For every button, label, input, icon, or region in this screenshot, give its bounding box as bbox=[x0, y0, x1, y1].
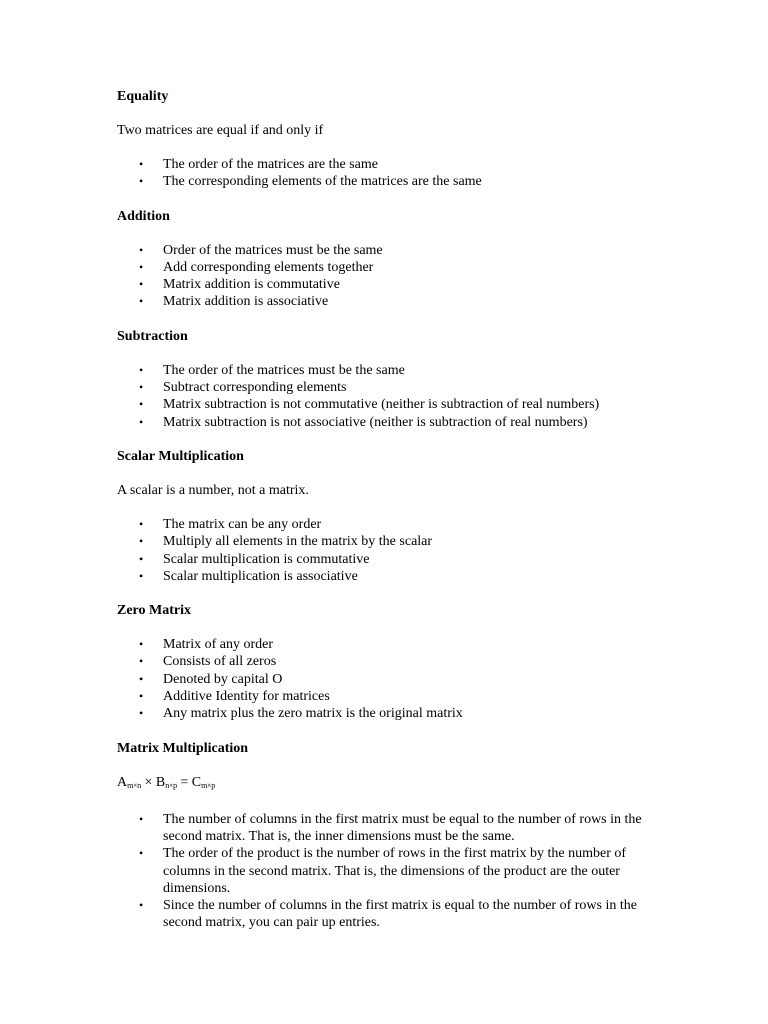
section-matrix-multiplication bbox=[117, 740, 677, 932]
section-heading: Equality bbox=[117, 89, 169, 104]
list-item: • Additive Identity for matrices bbox=[139, 689, 330, 705]
bullet-icon: • bbox=[139, 294, 144, 309]
bullet-list bbox=[117, 242, 677, 311]
section-equality bbox=[117, 88, 677, 191]
bullet-icon: • bbox=[139, 637, 144, 652]
bullet-list bbox=[117, 156, 677, 191]
bullet-icon: • bbox=[139, 689, 144, 704]
list-item: • The order of the matrices must be the same bbox=[139, 362, 405, 378]
list-item: • The number of columns in the first matrix must be equal to the number of rows in the second matrix. That is, the inner dimensions must be the same. bbox=[139, 811, 642, 844]
section-subtraction bbox=[117, 328, 677, 431]
bullet-icon: • bbox=[139, 671, 144, 686]
list-item: • The matrix can be any order bbox=[139, 516, 322, 532]
section-zero-matrix bbox=[117, 602, 677, 722]
section-heading: Matrix Multiplication bbox=[117, 740, 249, 756]
section-heading: Zero Matrix bbox=[117, 603, 191, 619]
bullet-icon: • bbox=[139, 534, 144, 549]
list-item: • Consists of all zeros bbox=[139, 654, 277, 670]
bullet-icon: • bbox=[139, 811, 144, 826]
list-item: • Any matrix plus the zero matrix is the original matrix bbox=[139, 706, 463, 722]
list-item: • Order of the matrices must be the same bbox=[139, 242, 383, 258]
list-item: • Multiply all elements in the matrix by the scalar bbox=[139, 534, 433, 550]
bullet-icon: • bbox=[139, 259, 144, 274]
bullet-icon: • bbox=[139, 277, 144, 292]
bullet-icon: • bbox=[139, 898, 144, 913]
section-heading: Addition bbox=[117, 208, 170, 224]
list-item: • Denoted by capital O bbox=[139, 671, 283, 687]
bullet-list bbox=[117, 811, 677, 932]
section-heading: Subtraction bbox=[117, 328, 188, 344]
list-item: • Subtract corresponding elements bbox=[139, 380, 347, 396]
section-intro: A scalar is a number, not a matrix. bbox=[117, 482, 309, 498]
list-item: • Matrix subtraction is not associative (neither is subtraction of real numbers) bbox=[139, 414, 588, 430]
bullet-icon: • bbox=[139, 397, 144, 412]
bullet-list bbox=[117, 636, 677, 722]
list-item: • The order of the product is the number of rows in the first matrix by the number of columns in the second matrix. That is, the dimensions of the product are the outer dimensions. bbox=[139, 846, 627, 896]
bullet-icon: • bbox=[139, 174, 144, 189]
list-item: • Add corresponding elements together bbox=[139, 259, 374, 275]
bullet-icon: • bbox=[139, 568, 144, 583]
bullet-icon: • bbox=[139, 414, 144, 429]
document-content bbox=[117, 88, 677, 932]
list-item: • Matrix addition is commutative bbox=[139, 277, 340, 293]
list-item: • The corresponding elements of the matrices are the same bbox=[139, 174, 482, 190]
section-heading: Scalar Multiplication bbox=[117, 448, 244, 464]
multiplication-formula: $A_{m\times n} \times B_{n\times p} = C_{m\times p}$ bbox=[117, 774, 215, 790]
bullet-icon: • bbox=[139, 654, 144, 669]
list-item: • Scalar multiplication is associative bbox=[139, 568, 358, 584]
bullet-icon: • bbox=[139, 157, 144, 171]
list-item: • Matrix subtraction is not commutative (neither is subtraction of real numbers) bbox=[139, 397, 600, 413]
bullet-icon: • bbox=[139, 551, 144, 566]
bullet-icon: • bbox=[139, 362, 144, 377]
list-item: • The order of the matrices are the same bbox=[139, 157, 378, 172]
bullet-icon: • bbox=[139, 846, 144, 861]
list-item: • Scalar multiplication is commutative bbox=[139, 551, 370, 567]
list-item: • Since the number of columns in the first matrix is equal to the number of rows in the second matrix, you can pair up entries. bbox=[139, 898, 637, 931]
bullet-list bbox=[117, 516, 677, 585]
section-scalar-multiplication bbox=[117, 448, 677, 585]
section-intro: Two matrices are equal if and only if bbox=[117, 123, 324, 138]
list-item: • Matrix addition is associative bbox=[139, 294, 329, 310]
bullet-icon: • bbox=[139, 242, 144, 257]
bullet-icon: • bbox=[139, 706, 144, 721]
bullet-list bbox=[117, 362, 677, 431]
bullet-icon: • bbox=[139, 516, 144, 531]
list-item: • Matrix of any order bbox=[139, 637, 274, 653]
bullet-icon: • bbox=[139, 380, 144, 395]
section-addition bbox=[117, 208, 677, 311]
